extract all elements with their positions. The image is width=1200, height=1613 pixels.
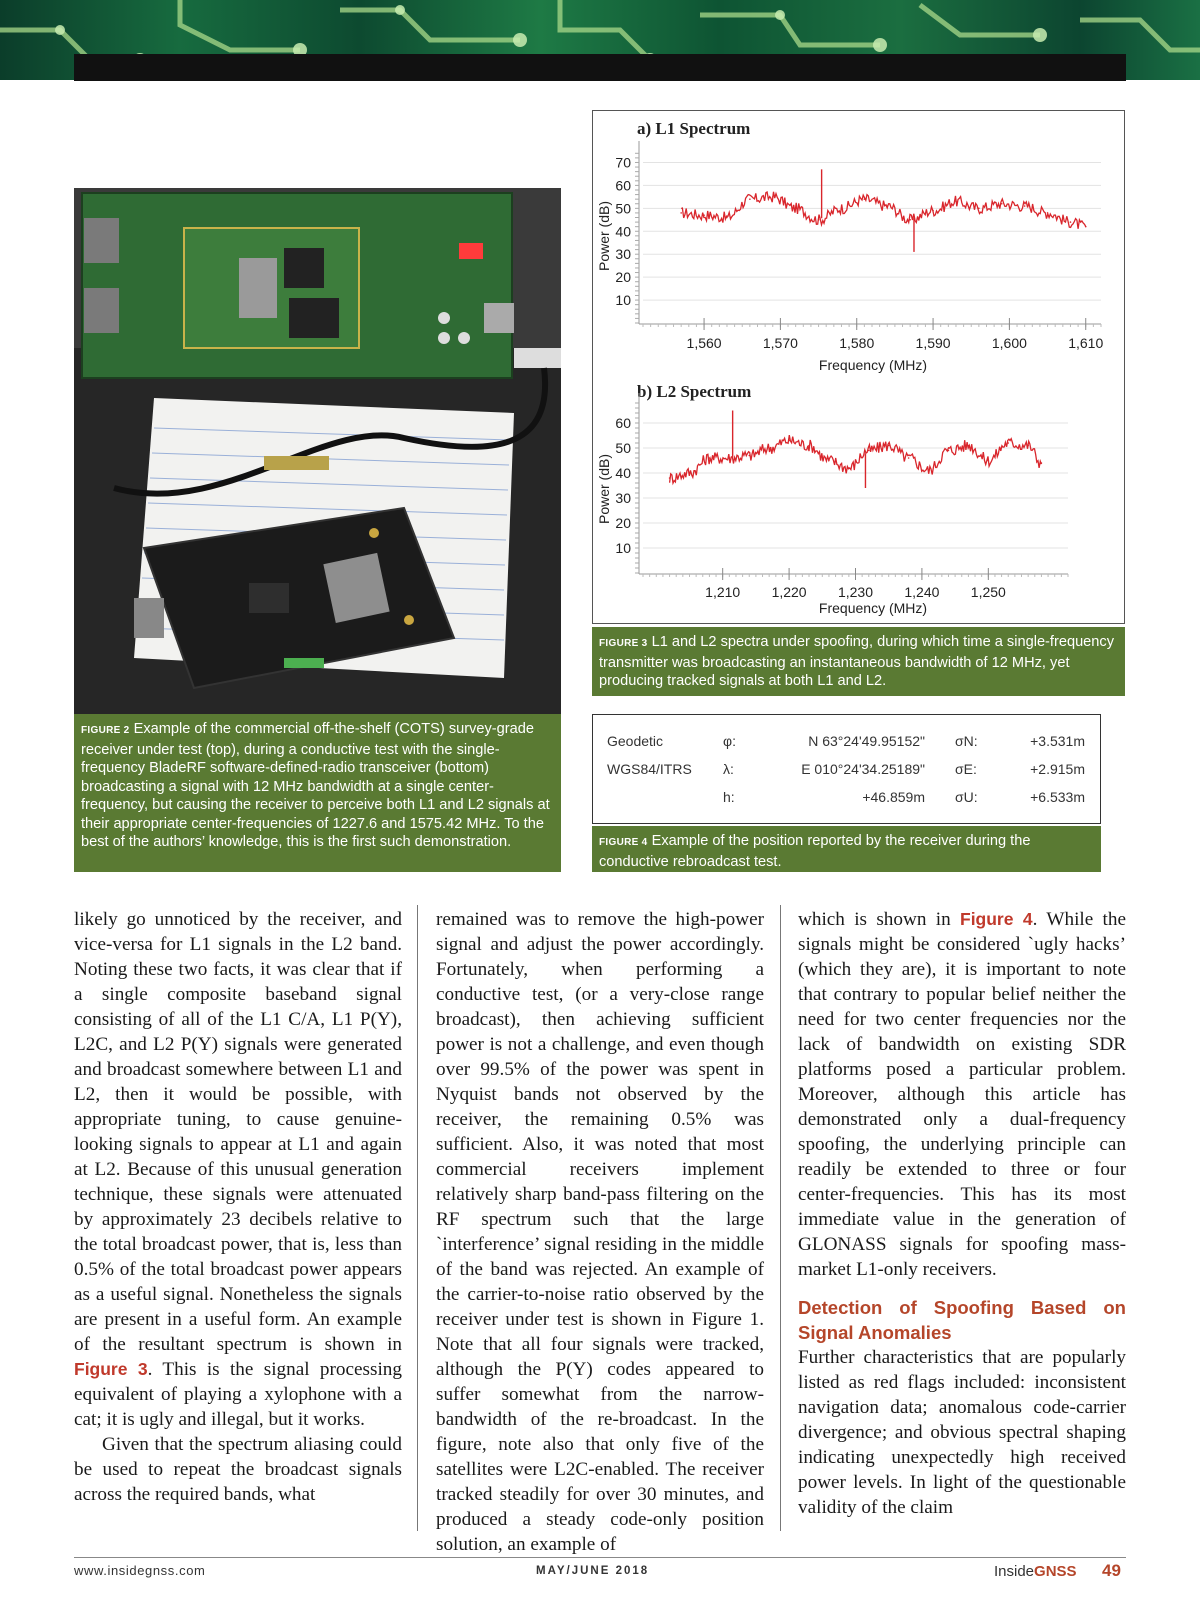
body-column-3	[798, 907, 1126, 1520]
table-cell: N 63°24'49.95152"	[808, 733, 925, 749]
figure2-label: FIGURE 2	[81, 725, 130, 736]
receiver-photo-illustration	[74, 188, 561, 714]
y-tick-label: 10	[615, 540, 631, 556]
chart-l1-xlabel: Frequency (MHz)	[818, 357, 928, 373]
figure4-reference-link[interactable]: Figure 4	[960, 909, 1033, 929]
table-row	[607, 783, 1085, 811]
x-tick-label: 1,230	[837, 584, 874, 600]
figure4-label: FIGURE 4	[599, 837, 648, 848]
chart-l1-title: a) L1 Spectrum	[637, 119, 751, 138]
x-tick-label: 1,250	[970, 584, 1006, 600]
paragraph: Given that the spectrum aliasing could be used to repeat the broadcast signals across the required bands, what	[74, 1434, 402, 1505]
spectrum-point	[1070, 221, 1072, 223]
spectrum-point	[808, 445, 810, 447]
footer-issue: MAY/JUNE 2018	[536, 1565, 650, 1577]
figure3-chart	[592, 110, 1125, 624]
figure3-reference-link[interactable]: Figure 3	[74, 1359, 148, 1379]
table-cell: +2.915m	[1030, 761, 1085, 777]
spectrum-point	[848, 467, 850, 469]
table-cell: λ:	[723, 761, 734, 777]
table-row	[607, 727, 1085, 755]
spectrum-point	[841, 208, 843, 210]
paragraph-text: which is shown in	[798, 909, 960, 930]
footer-rule	[74, 1557, 1126, 1558]
paragraph: remained was to remove the high-power signal and adjust the power accordingly. Fortunately, when performing a conductive test, (or a very-close range broadcast), then achieving sufficient power is not a challenge, and even though over 99.5% of the power was spent in Nyquist bands not observed by the receiver, the remaining 0.5% was sufficient. Also, it was noted that most commercial receivers implement relatively sharp band-pass filtering on the RF spectrum such that the large `interference’ signal residing in the middle of the band was rejected. An example of the carrier-to-noise ratio observed by the receiver under test is shown in Figure 1. Note that all four signals were tracked, although the P(Y) codes appeared to suffer somewhat from the narrow-bandwidth of the re-broadcast. In the figure, note also that only five of the satellites were L2C-enabled. The receiver tracked steadily for over 30 minutes, and produced a steady code-only position solution, an example of	[436, 909, 764, 1555]
chart-l2-xlabel: Frequency (MHz)	[818, 600, 928, 616]
spectrum-point	[828, 460, 830, 462]
x-tick-label: 1,580	[839, 335, 875, 351]
footer-brand	[994, 1563, 1077, 1580]
table-cell: σN:	[955, 733, 978, 749]
table-cell: +3.531m	[1030, 733, 1085, 749]
table-cell: +6.533m	[1030, 789, 1085, 805]
y-tick-label: 60	[615, 415, 631, 431]
x-tick-label: 1,220	[771, 584, 807, 600]
spectrum-point	[886, 205, 888, 207]
spectrum-point	[669, 477, 671, 479]
body-column-2	[436, 907, 764, 1557]
spectrum-point	[1027, 445, 1029, 447]
x-tick-label: 1,570	[762, 335, 798, 351]
chart-l1-ylabel: Power (dB)	[596, 200, 612, 272]
paragraph-text: . While the signals might be considered `ugly hacks’ (which they are), it is important to note that contrary to popular belief neither the need for two center frequencies nor the lack of bandwidth on existing SDR platforms posed a particular problem. Moreover, although this article has demonstrated only a dual-frequency spoofing, the underlying principle can readily be extended to three or four center-frequencies. This has its most immediate value in the generation of GLONASS signals for spoofing mass-market L1-only receivers.	[798, 909, 1127, 1280]
spectrum-charts	[593, 111, 1125, 624]
table-cell: φ:	[723, 733, 736, 749]
y-tick-label: 50	[615, 200, 631, 217]
spectrum-point	[729, 457, 731, 459]
figure2-text: Example of the commercial off-the-shelf (COTS) survey-grade receiver under test (top), during a conductive test with the single-frequency BladeRF software-defined-radio transceiver (bottom) broadcasting a signal with 12 MHz bandwidth at a single center-frequency, but causing the receiver to perceive both L1 and L2 signals at their appropriate center-frequencies of 1227.6 and 1575.42 MHz. To the best of the authors’ knowledge, this is the first such demonstration.	[81, 721, 550, 850]
spectrum-point	[928, 470, 930, 472]
figure3-caption	[592, 627, 1125, 696]
x-tick-label: 1,610	[1068, 335, 1104, 351]
table-cell: h:	[723, 789, 735, 805]
y-tick-label: 40	[615, 465, 631, 481]
x-tick-label: 1,600	[991, 335, 1027, 351]
spectrum-point	[988, 460, 990, 462]
spectrum-point	[726, 217, 728, 219]
spectrum-point	[749, 198, 751, 200]
spectrum-point	[709, 457, 711, 459]
spectrum-point	[795, 208, 797, 210]
chart-l2-ylabel: Power (dB)	[596, 453, 612, 525]
spectrum-point	[978, 208, 980, 210]
spectrum-line	[670, 435, 1042, 483]
spectrum-point	[689, 472, 691, 474]
y-tick-label: 70	[615, 154, 631, 171]
spectrum-point	[818, 219, 820, 221]
table-cell: E 010°24'34.25189"	[801, 761, 925, 777]
column-divider	[417, 905, 418, 1531]
table-cell: σU:	[955, 789, 978, 805]
page-number: 49	[1102, 1561, 1121, 1580]
chart-l1-panel	[596, 119, 1103, 373]
y-tick-label: 30	[615, 246, 631, 263]
section-heading: Detection of Spoofing Based on Signal Anomalies	[798, 1297, 1126, 1343]
table-cell: +46.859m	[862, 789, 925, 805]
y-tick-label: 60	[615, 177, 631, 194]
spectrum-point	[703, 214, 705, 216]
brand-gnss: GNSS	[1034, 1563, 1077, 1580]
table-cell: Geodetic	[607, 733, 664, 749]
spectrum-point	[768, 447, 770, 449]
figure2-caption	[74, 714, 561, 872]
figure3-label: FIGURE 3	[599, 638, 648, 649]
table-cell: σE:	[955, 761, 977, 777]
spectrum-point	[1041, 462, 1043, 464]
x-tick-label: 1,210	[705, 584, 741, 600]
footer-url[interactable]: www.insidegnss.com	[74, 1563, 206, 1578]
spectrum-point	[868, 450, 870, 452]
y-tick-label: 50	[615, 440, 631, 456]
spectrum-point	[864, 198, 866, 200]
paragraph-text: likely go unnoticed by the receiver, and vice-versa for L1 signals in the L2 band. Noting these two facts, it was clear that if a single composite baseband signal consisting of all of the L1 C/A, L1 P(Y), L2C, and L2 P(Y) signals were generated and broadcast somewhere between L1 and L2, then it would be possible, with appropriate tuning, to cause genuine-looking signals to appear at L1 and again at L2. Because of this unusual generation technique, these signals were attenuated by approximately 23 decibels relative to the total broadcast power, that is, less than 0.5% of the total broadcast power appears as a useful signal. Nonetheless the signals are present in a useful form. An example of the resultant spectrum is shown in	[74, 909, 402, 1355]
x-tick-label: 1,590	[915, 335, 951, 351]
figure4-caption	[592, 826, 1101, 872]
y-tick-label: 20	[615, 269, 631, 286]
spectrum-point	[1024, 205, 1026, 207]
body-column-1	[74, 907, 402, 1507]
spectrum-point	[748, 455, 750, 457]
position-table	[607, 727, 1085, 811]
brand-inside: Inside	[994, 1563, 1035, 1580]
spectrum-point	[908, 457, 910, 459]
paragraph-text: . This is the signal processing equivalent of playing a xylophone with a cat; it is ugly and illegal, but it works.	[74, 1359, 402, 1430]
x-tick-label: 1,560	[686, 335, 722, 351]
spectrum-point	[772, 196, 774, 198]
y-tick-label: 20	[615, 515, 631, 531]
chart-l2-title: b) L2 Spectrum	[637, 382, 752, 401]
chart-l2-panel	[596, 382, 1068, 616]
spectrum-point	[932, 210, 934, 212]
spectrum-point	[968, 445, 970, 447]
spectrum-point	[888, 445, 890, 447]
figure2-photo	[74, 188, 561, 714]
spectrum-point	[1001, 203, 1003, 205]
y-tick-label: 30	[615, 490, 631, 506]
spectrum-point	[788, 440, 790, 442]
y-tick-label: 10	[615, 292, 631, 309]
paragraph	[798, 907, 1126, 1282]
spectrum-point	[680, 212, 682, 214]
spectrum-point	[1007, 442, 1009, 444]
spectrum-point	[1085, 226, 1087, 228]
spectrum-point	[1047, 212, 1049, 214]
figure4-text: Example of the position reported by the receiver during the conductive rebroadcast test.	[599, 833, 1031, 870]
figure3-text: L1 and L2 spectra under spoofing, during which time a single-frequency transmitter was broadcasting an instantaneous bandwidth of 12 MHz, yet producing tracked signals at both L1 and L2.	[599, 634, 1115, 689]
spectrum-line	[681, 192, 1085, 229]
table-row	[607, 755, 1085, 783]
spectrum-point	[948, 450, 950, 452]
table-cell: WGS84/ITRS	[607, 761, 692, 777]
y-tick-label: 40	[615, 223, 631, 240]
column-divider	[780, 905, 781, 1531]
x-tick-label: 1,240	[904, 584, 940, 600]
paragraph	[74, 907, 402, 1432]
table-cell	[607, 783, 723, 811]
paragraph: Further characteristics that are popularly listed as red flags included: inconsistent navigation data; anomalous code-carrier divergence; and obvious spectral shaping indicating unexpectedly high received power levels. In light of the questionable validity of the claim	[798, 1347, 1126, 1518]
spectrum-point	[909, 219, 911, 221]
figure4-position-table	[592, 714, 1101, 824]
header-black-bar	[74, 54, 1126, 81]
spectrum-point	[955, 201, 957, 203]
